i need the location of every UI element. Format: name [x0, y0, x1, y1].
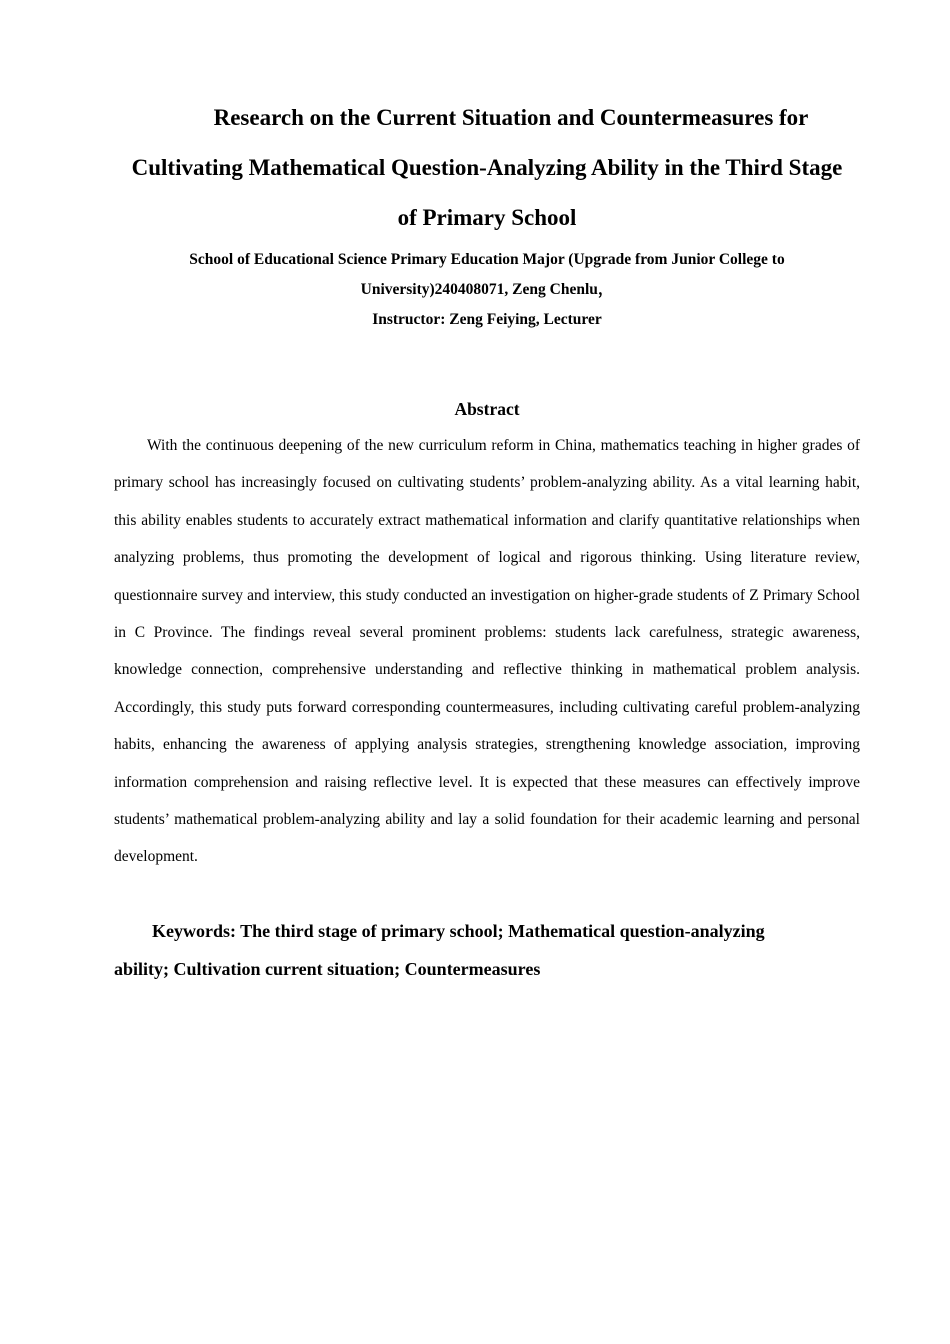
affiliation-line-1: School of Educational Science Primary Education Major (Upgrade from Junior College to	[189, 251, 785, 268]
keywords: Keywords: The third stage of primary school; Mathematical question-analyzing ability; Cultivation current situation; Countermeasures	[114, 921, 765, 979]
title-line-2: Cultivating Mathematical Question-Analyzing Ability in the Third Stage	[131, 155, 843, 180]
abstract-body: With the continuous deepening of the new curriculum reform in China, mathematics teaching in higher grades of primary school has increasingly focused on cultivating students’ problem-analyzing ability. As a vital learning habit, this ability enables students to accurately extract mathematical information and clarify quantitative relationships when analyzing problems, thus promoting the development of logical and rigorous thinking. Using literature review, questionnaire survey and interview, this study conducted an investigation on higher-grade students of Z Primary School in C Province. The findings reveal several prominent problems: students lack carefulness, strategic awareness, knowledge connection, comprehensive understanding and reflective thinking in mathematical problem analysis. Accordingly, this study puts forward corresponding countermeasures, including cultivating careful problem-analyzing habits, enhancing the awareness of applying analysis strategies, strengthening knowledge association, improving information comprehension and raising reflective level. It is expected that these measures can effectively improve students’ mathematical problem-analyzing ability and lay a solid foundation for their academic learning and personal development.	[114, 437, 860, 866]
abstract-heading: Abstract	[454, 399, 520, 419]
paper-title	[100, 93, 874, 243]
title-line-3: of Primary School	[397, 205, 577, 230]
author-affiliation	[100, 245, 874, 335]
title-line-1: Research on the Current Situation and Countermeasures for	[213, 105, 809, 130]
affiliation-line-2: University)240408071, Zeng Chenlu，	[360, 281, 614, 298]
instructor-line: Instructor: Zeng Feiying, Lecturer	[372, 311, 602, 328]
